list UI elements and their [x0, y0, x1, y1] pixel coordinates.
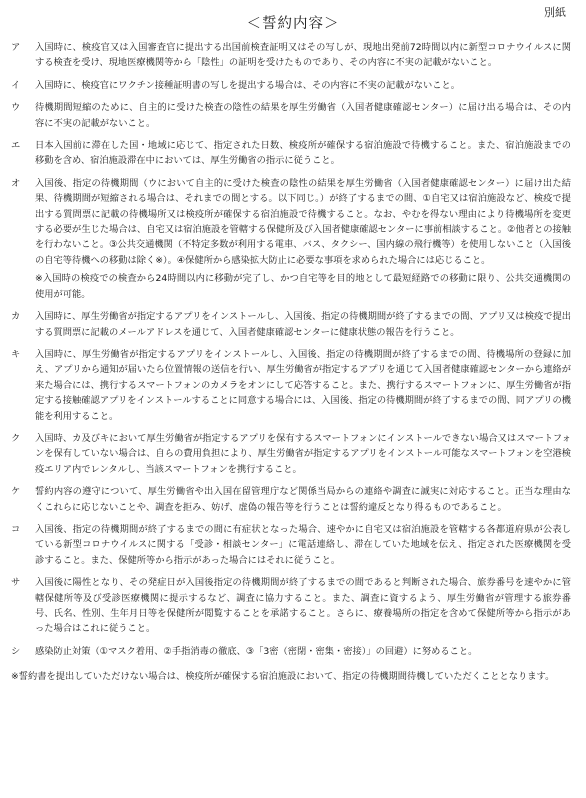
item-marker: ウ — [11, 102, 21, 114]
item-marker: ケ — [11, 486, 21, 498]
item-text: 待機期間短縮のために、自主的に受けた検査の陰性の結果を厚生労働省（入国者健康確認センター）に届け出る場合は、その内容に不実の記載がないこと。 — [35, 102, 571, 129]
pledge-item-o — [11, 176, 571, 268]
item-marker: エ — [11, 140, 21, 152]
attachment-label: 別紙 — [544, 6, 566, 19]
pledge-item-ku — [11, 431, 571, 477]
item-marker: ア — [11, 42, 21, 53]
pledge-item-a — [11, 40, 571, 71]
pledge-item-u — [11, 100, 571, 131]
pledge-item-ko — [11, 522, 571, 568]
pledge-list — [11, 40, 571, 685]
item-text: 入国時に、検疫官又は入国審査官に提出する出国前検査証明又はその写しが、現地出発前72時間以内に新型コロナウイルスに関する検査を受け、現地医療機関等から「陰性」の証明を受けたものであり、その内容に不実の記載がないこと。 — [35, 42, 571, 69]
item-note: ※入国時の検疫での検査から24時間以内に移動が完了し、かつ自宅等を目的地として最短経路での移動に限り、公共交通機関の使用が可能。 — [35, 273, 571, 300]
item-text: 入国時に、厚生労働省が指定するアプリをインストールし、入国後、指定の待機期間が終了するまでの間、待機場所の登録に加え、アプリから通知が届いたら位置情報の送信を行い、厚生労働省が指定するアプリを通じて入国者健康確認センターから連絡が来た場合には、携行するスマートフォンのカメラをオンにして応答すること。また、携行するスマートフォンに、厚生労働省が指定する接触確認アプリをインストールすることに同意する場合には、入国後、指定の待機期間が終了するまでの間、同アプリの機能を利用すること。 — [35, 348, 571, 422]
item-text: 入国後、指定の待機期間（ウにおいて自主的に受けた検査の陰性の結果を厚生労働省（入国者健康確認センター）に届け出た結果、待機期間が短縮される場合は、それまでの間とする。以下同じ。）が終了するまでの間、①自宅又は宿泊施設など、検疫で提出する質問票に記載の待機場所又は検疫所が確保する宿泊施設で待機すること。なお、やむを得ない理由により待機場所を変更する必要が生じた場合は、自宅又は宿泊施設を管轄する保健所及び入国者健康確認センターに事前相談すること。②他者との接触を行わないこと。③公共交通機関（不特定多数が利用する電車、バス、タクシー、国内線の飛行機等）を使用しないこと（入国後の自宅等待機への移動は除く※）。④保健所から感染拡大防止に必要な事項を求められた場合には応じること。 — [35, 177, 571, 266]
footer-note: ※誓約書を提出していただけない場合は、検疫所が確保する宿泊施設において、指定の待機期間待機していただくこととなります。 — [11, 671, 555, 683]
item-marker: カ — [11, 311, 21, 323]
pledge-item-ke — [11, 484, 571, 515]
item-marker: シ — [11, 645, 21, 657]
item-marker: ク — [11, 432, 21, 444]
pledge-item-ka — [11, 309, 571, 340]
item-marker: キ — [11, 348, 21, 360]
pledge-item-e — [11, 138, 571, 169]
item-text: 感染防止対策（①マスク着用、②手指消毒の徹底、③「3密（密閉・密集・密接）」の回避）に努めること。 — [35, 645, 478, 657]
item-text: 誓約内容の遵守について、厚生労働省や出入国在留管理庁など関係当局からの連絡や調査に誠実に対応すること。正当な理由なくこれらに応じないことや、調査を拒み、妨げ、虚偽の報告等を行うことは誓約違反となり得るものであること。 — [35, 486, 571, 513]
item-marker: オ — [11, 177, 21, 189]
item-text: 入国時に、検疫官にワクチン接種証明書の写しを提出する場合は、その内容に不実の記載がないこと。 — [35, 79, 461, 91]
item-text: 入国時、カ及びキにおいて厚生労働省が指定するアプリを保有するスマートフォンにインストールできない場合又はスマートフォンを保有していない場合は、自らの費用負担により、厚生労働省が指定するアプリをインストール可能なスマートフォンを空港検疫エリア内でレンタルし、当該スマートフォンを携行すること。 — [35, 432, 571, 475]
item-marker: サ — [11, 577, 21, 589]
item-text: 入国後に陽性となり、その発症日が入国後指定の待機期間が終了するまでの間であると判断された場合、旅券番号を速やかに管轄保健所等及び受診医療機関に提示するなど、調査に協力すること。また、調査に資するよう、厚生労働省が管理する旅券番号、氏名、性別、生年月日等を保健所が閲覧することを承諾すること。さらに、療養場所の指定を含めて保健所等から指示があった場合はこれに従うこと。 — [35, 577, 571, 635]
pledge-item-shi — [11, 644, 571, 659]
item-marker: イ — [11, 79, 21, 91]
pledge-item-i — [11, 78, 571, 93]
item-text: 入国時に、厚生労働省が指定するアプリをインストールし、入国後、指定の待機期間が終了するまでの間、アプリ又は検疫で提出する質問票に記載のメールアドレスを通じて、入国者健康確認センターに健康状態の報告を行うこと。 — [35, 311, 571, 338]
pledge-item-ki — [11, 347, 571, 424]
item-text: 日本入国前に滞在した国・地域に応じて、指定された日数、検疫所が確保する宿泊施設で待機すること。また、宿泊施設までの移動を含め、宿泊施設滞在中においては、厚生労働省の指示に従うこと。 — [35, 140, 571, 167]
item-text: 入国後、指定の待機期間が終了するまでの間に有症状となった場合、速やかに自宅又は宿泊施設を管轄する各都道府県が公表している新型コロナウイルスに関する「受診・相談センター」に電話連絡し、滞在していた地域を伝え、指定された医療機関を受診すること。また、保健所等から指示があった場合にはそれに従うこと。 — [35, 523, 571, 566]
page-title: ＜誓約内容＞ — [246, 16, 340, 32]
item-marker: コ — [11, 523, 21, 535]
pledge-item-sa — [11, 575, 571, 637]
